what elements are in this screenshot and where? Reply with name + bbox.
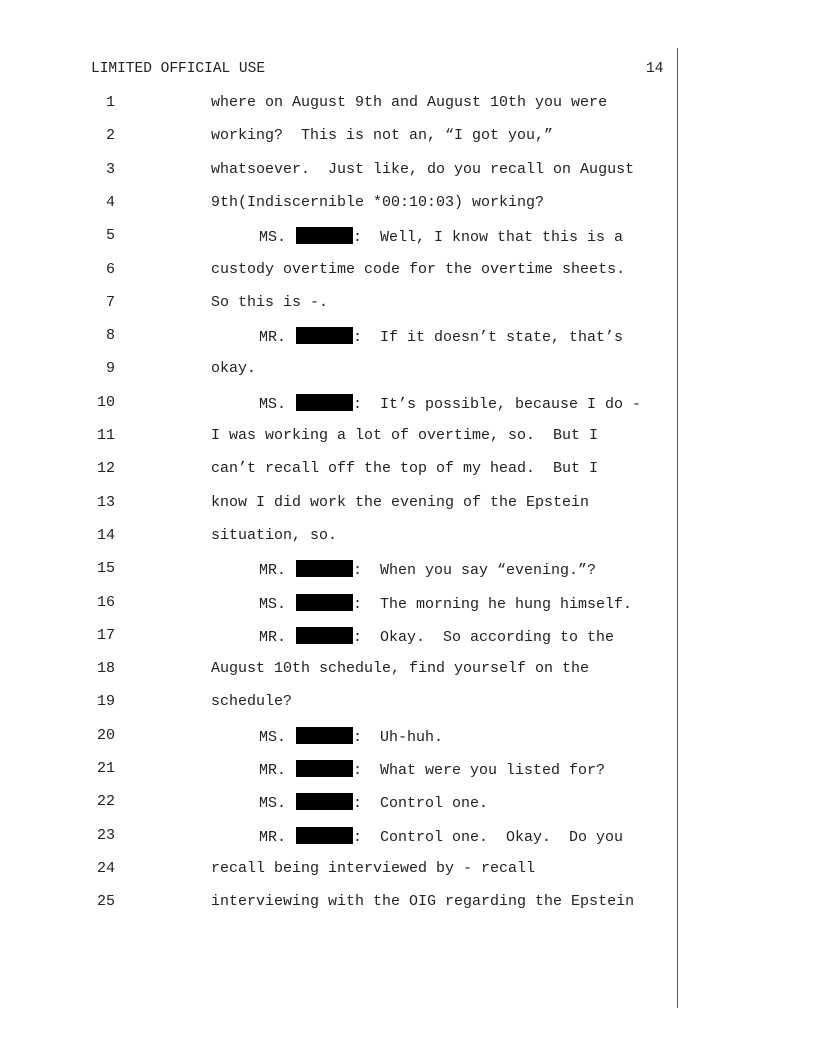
transcript-line — [0, 860, 816, 880]
line-number: 6 — [105, 260, 115, 278]
transcript-line — [0, 560, 816, 580]
transcript-line — [0, 494, 816, 514]
line-text: custody overtime code for the overtime sheets. — [211, 260, 626, 278]
line-number: 7 — [105, 293, 115, 311]
speaker-line-text — [259, 727, 443, 746]
speaker-line-text — [259, 327, 623, 346]
line-text: I was working a lot of overtime, so. But I — [211, 427, 599, 444]
transcript-line — [0, 394, 816, 414]
line-number: 3 — [105, 160, 115, 178]
line-number: 17 — [96, 626, 115, 644]
transcript-line — [0, 760, 816, 780]
page-number: 14 — [646, 61, 664, 77]
line-number: 11 — [96, 427, 115, 444]
spoken-text: : What were you listed for? — [353, 762, 606, 779]
speaker-line-text — [259, 594, 632, 613]
speaker-line-text — [259, 627, 614, 646]
transcript-line — [0, 261, 816, 281]
spoken-text: : When you say “evening.”? — [353, 562, 597, 580]
spoken-text: : Well, I know that this is a — [353, 229, 624, 247]
transcript-line — [0, 427, 816, 447]
line-number: 10 — [96, 393, 115, 411]
speaker-line-text — [259, 227, 623, 246]
line-text: whatsoever. Just like, do you recall on August — [211, 160, 635, 178]
transcript-line — [0, 827, 816, 847]
spoken-text: : Uh-huh. — [353, 728, 444, 746]
speaker-title: MR. — [259, 828, 287, 846]
line-text: know I did work the evening of the Epstein — [211, 493, 590, 511]
speaker-line-text — [259, 827, 623, 846]
transcript-line — [0, 793, 816, 813]
line-number: 5 — [105, 227, 115, 245]
speaker-line-text — [259, 394, 641, 413]
redaction-box — [296, 560, 353, 577]
transcript-line — [0, 194, 816, 214]
redaction-box — [296, 327, 353, 344]
line-text: interviewing with the OIG regarding the Epstein — [211, 893, 635, 911]
line-number: 4 — [105, 193, 115, 211]
spoken-text: : It’s possible, because I do - — [353, 395, 642, 413]
redaction-box — [296, 594, 353, 611]
line-number: 9 — [105, 360, 115, 378]
transcript-line — [0, 227, 816, 247]
line-number: 2 — [105, 127, 115, 145]
redaction-box — [296, 627, 353, 644]
line-number: 14 — [96, 526, 115, 544]
line-number: 15 — [96, 560, 115, 578]
transcript-line — [0, 94, 816, 114]
transcript-line — [0, 360, 816, 380]
speaker-title: MR. — [259, 329, 287, 347]
line-number: 24 — [96, 859, 115, 877]
line-text: 9th(Indiscernible *00:10:03) working? — [211, 193, 545, 211]
spoken-text: : The morning he hung himself. — [353, 595, 633, 613]
speaker-title: MS. — [259, 728, 287, 746]
line-text: where on August 9th and August 10th you were — [211, 94, 608, 111]
speaker-title: MS. — [259, 595, 287, 613]
spoken-text: : Control one. Okay. Do you — [353, 828, 624, 846]
transcript-line — [0, 893, 816, 913]
redaction-box — [296, 227, 353, 244]
line-number: 16 — [96, 593, 115, 611]
line-number: 1 — [105, 94, 115, 111]
line-number: 25 — [96, 893, 115, 911]
speaker-title: MS. — [259, 395, 287, 413]
speaker-line-text — [259, 560, 596, 579]
transcript-line — [0, 161, 816, 181]
transcript-line — [0, 294, 816, 314]
line-number: 22 — [96, 793, 115, 811]
spoken-text: : Control one. — [353, 795, 489, 813]
line-number: 8 — [105, 327, 115, 345]
line-text: okay. — [211, 360, 257, 378]
line-number: 12 — [96, 460, 115, 478]
line-text: can’t recall off the top of my head. But I — [211, 460, 599, 478]
line-number: 19 — [96, 693, 115, 711]
redaction-box — [296, 827, 353, 844]
redaction-box — [296, 394, 353, 411]
header-classification: LIMITED OFFICIAL USE — [91, 61, 266, 77]
transcript-line — [0, 693, 816, 713]
transcript-line — [0, 660, 816, 680]
transcript-line — [0, 727, 816, 747]
transcript-line — [0, 527, 816, 547]
transcript-line — [0, 460, 816, 480]
redaction-box — [296, 760, 353, 777]
line-text: situation, so. — [211, 526, 338, 544]
spoken-text: : If it doesn’t state, that’s — [353, 329, 624, 347]
line-number: 20 — [96, 726, 115, 744]
line-text: August 10th schedule, find yourself on the — [211, 660, 590, 678]
line-text: working? This is not an, “I got you,” — [211, 127, 554, 145]
spoken-text: : Okay. So according to the — [353, 628, 615, 646]
redaction-box — [296, 727, 353, 744]
speaker-title: MR. — [259, 628, 287, 646]
transcript-line — [0, 594, 816, 614]
speaker-line-text — [259, 793, 488, 812]
speaker-title: MR. — [259, 762, 287, 779]
line-number: 18 — [96, 660, 115, 678]
transcript-line — [0, 327, 816, 347]
speaker-line-text — [259, 760, 605, 779]
speaker-title: MR. — [259, 562, 287, 580]
line-number: 23 — [96, 826, 115, 844]
speaker-title: MS. — [259, 229, 287, 247]
speaker-title: MS. — [259, 795, 287, 813]
line-text: recall being interviewed by - recall — [211, 859, 536, 877]
transcript-line — [0, 127, 816, 147]
line-text: schedule? — [211, 693, 293, 711]
redaction-box — [296, 793, 353, 810]
line-text: So this is -. — [211, 293, 329, 311]
transcript-line — [0, 627, 816, 647]
line-number: 21 — [96, 760, 115, 777]
line-number: 13 — [96, 493, 115, 511]
